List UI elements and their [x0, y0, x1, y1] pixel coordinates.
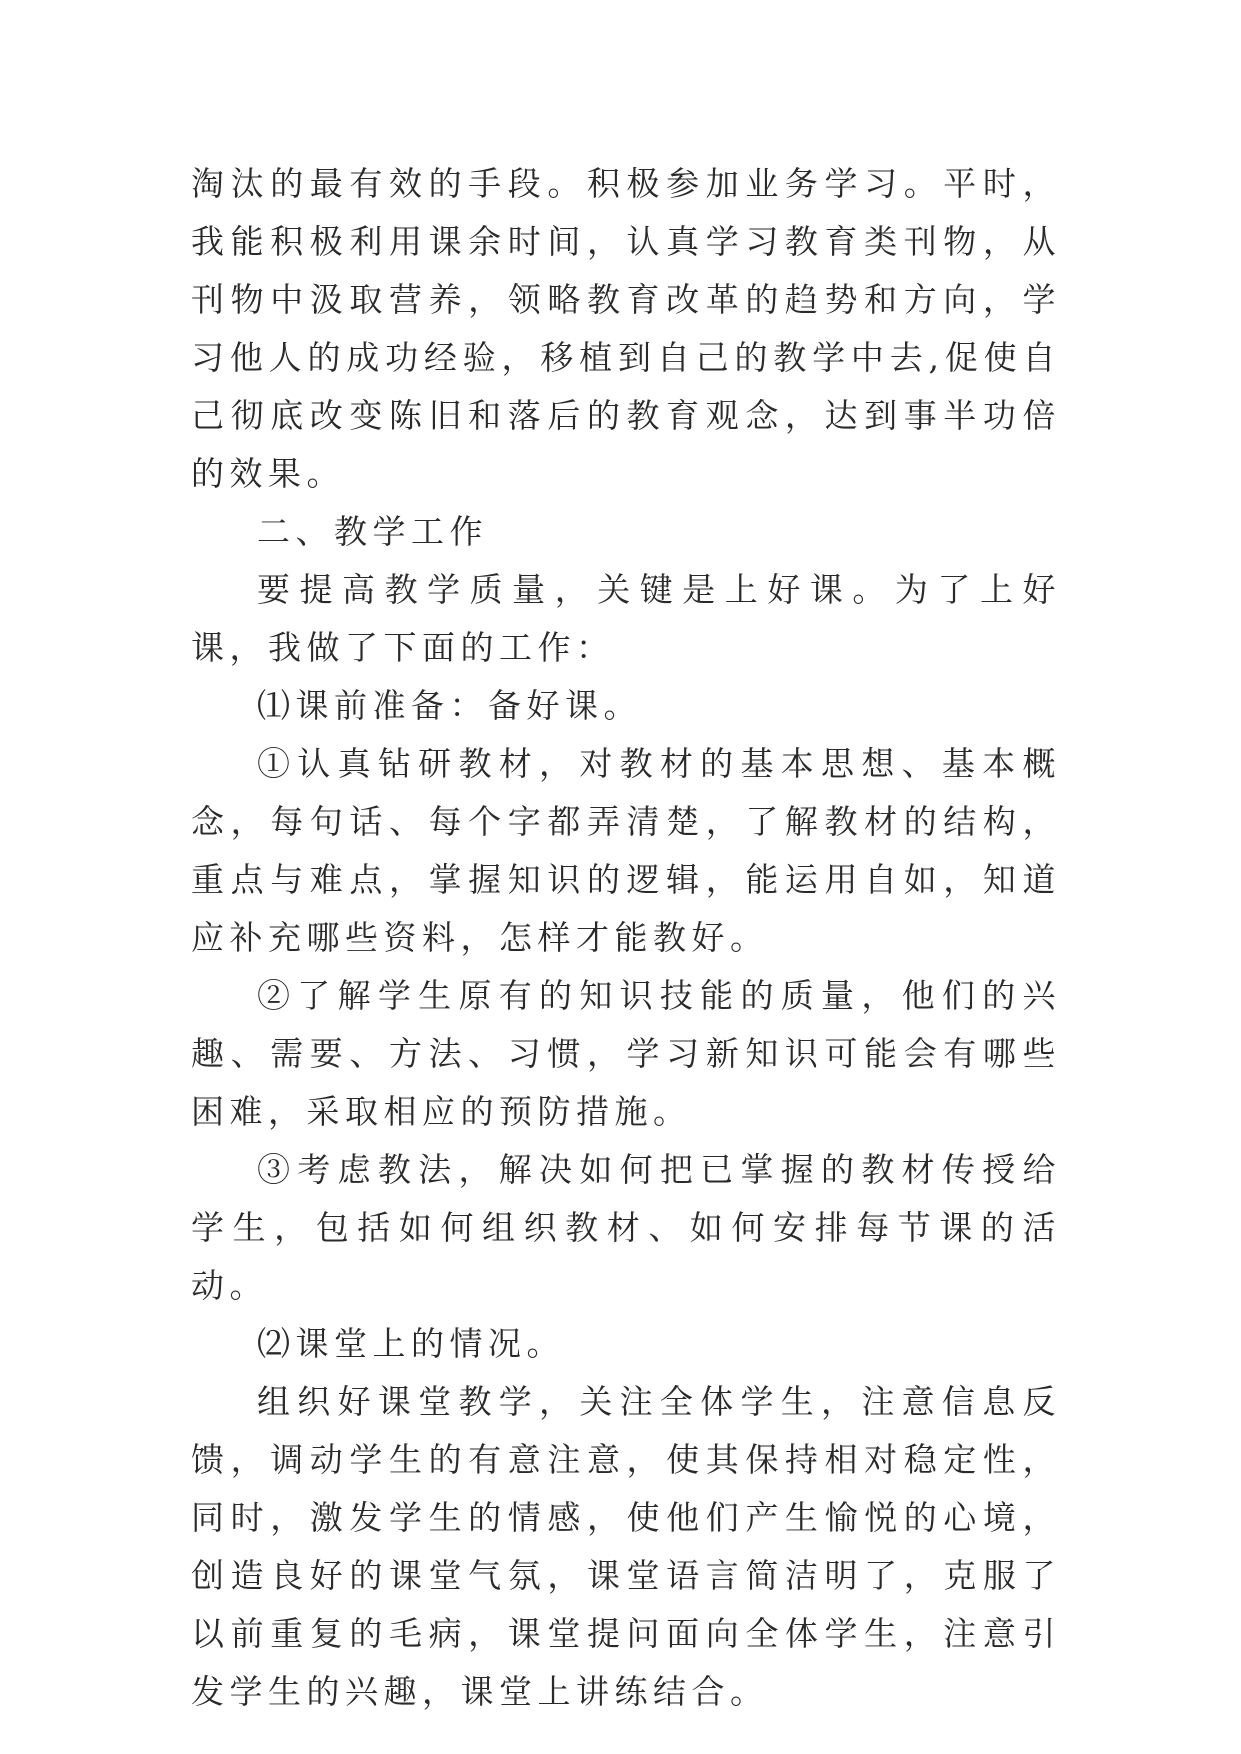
subheading-lesson-preparation: ⑴课前准备：备好课。: [257, 686, 642, 725]
paragraph-classroom: 组织好课堂教学，关注全体学生，注意信息反馈，调动学生的有意注意，使其保持相对稳定性，同时，激发学生的情感，使他们产生愉悦的心境，创造良好的课堂气氛，课堂语言简洁明了，克服了以前重复的毛病，课堂提问面向全体学生，注意引发学生的兴趣，课堂上讲练结合。: [191, 1382, 1061, 1711]
section-heading-teaching-work: 二、教学工作: [257, 512, 488, 551]
paragraph-item-2: ②了解学生原有的知识技能的质量，他们的兴趣、需要、方法、习惯，学习新知识可能会有哪些困难，采取相应的预防措施。: [191, 976, 1061, 1131]
paragraph-continuation: 淘汰的最有效的手段。积极参加业务学习。平时，我能积极利用课余时间，认真学习教育类刊物，从刊物中汲取营养，领略教育改革的趋势和方向，学习他人的成功经验，移植到自己的教学中去,促使自己彻底改变陈旧和落后的教育观念，达到事半功倍的效果。: [191, 164, 1061, 493]
subheading-classroom-situation: ⑵课堂上的情况。: [257, 1324, 565, 1363]
paragraph-intro: 要提高教学质量，关键是上好课。为了上好课，我做了下面的工作：: [191, 570, 1061, 667]
paragraph-item-1: ①认真钻研教材，对教材的基本思想、基本概念，每句话、每个字都弄清楚，了解教材的结构，重点与难点，掌握知识的逻辑，能运用自如，知道应补充哪些资料，怎样才能教好。: [191, 744, 1061, 957]
paragraph-item-3: ③考虑教法，解决如何把已掌握的教材传授给学生，包括如何组织教材、如何安排每节课的活动。: [191, 1150, 1061, 1305]
document-body: [191, 155, 1061, 1721]
